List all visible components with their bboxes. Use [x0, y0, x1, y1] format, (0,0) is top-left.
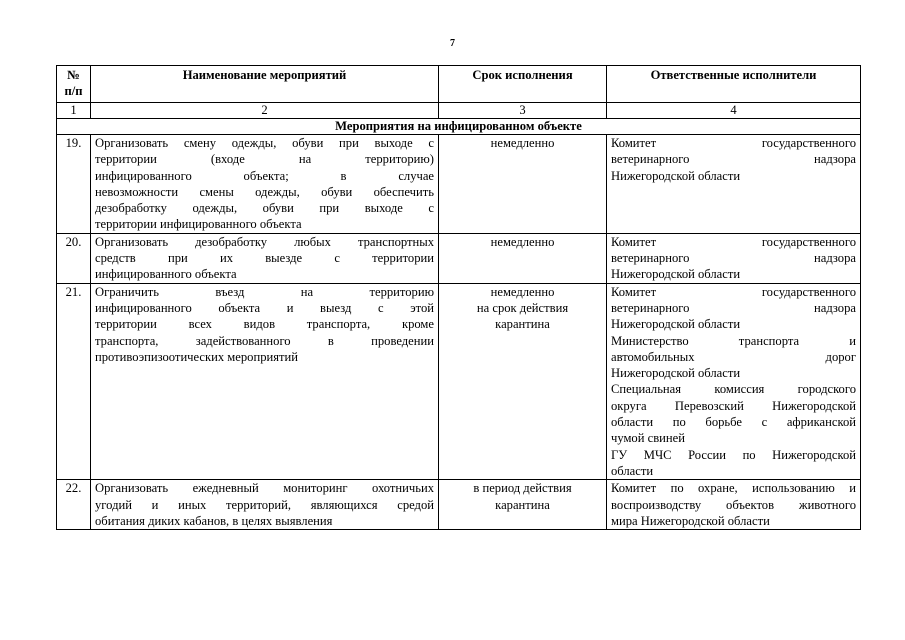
description-line: средств при их выезде с территории: [95, 251, 434, 266]
responsible-line: области: [611, 463, 654, 478]
responsible-line: Нижегородской области: [611, 317, 741, 332]
responsible-executors: [607, 283, 861, 480]
responsible-executors: [607, 233, 861, 283]
activity-description: [91, 480, 439, 530]
execution-term: [439, 135, 607, 234]
responsible-line: Нижегородской области: [611, 267, 741, 282]
table-row: [57, 480, 861, 530]
description-line: инфицированного объекта: [95, 267, 237, 282]
term-line: немедленно: [490, 234, 555, 249]
description-line: инфицированного объекта и выезд с этой: [95, 300, 434, 315]
activity-description: [91, 135, 439, 234]
responsible-line: округа Перевозский Нижегородской: [611, 398, 856, 413]
description-line: Организовать ежедневный мониторинг охотничьих: [95, 481, 434, 496]
responsible-line: области по борьбе с африканской: [611, 415, 856, 430]
description-line: дезобработку одежды, обуви при выходе с: [95, 201, 434, 216]
responsible-line: ветеринарного надзора: [611, 152, 856, 167]
table-row: [57, 233, 861, 283]
section-row: [57, 119, 861, 135]
responsible-line: Комитет по охране, использованию и: [611, 481, 856, 496]
responsible-line: ГУ МЧС России по Нижегородской: [611, 447, 856, 462]
term-line: карантина: [495, 317, 550, 332]
description-line: Ограничить въезд на территорию: [95, 284, 434, 299]
responsible-line: Нижегородской области: [611, 366, 741, 381]
column-number: 3: [439, 103, 607, 119]
responsible-line: мира Нижегородской области: [611, 513, 770, 528]
term-line: немедленно: [490, 136, 555, 150]
responsible-line: ветеринарного надзора: [611, 251, 856, 266]
term-line: на срок действия: [476, 300, 569, 315]
responsible-line: Комитет государственного: [611, 284, 856, 299]
term-line: в период действия: [473, 481, 572, 496]
table-body: [57, 135, 861, 530]
responsible-line: автомобильных дорог: [611, 349, 856, 364]
description-line: территории инфицированного объекта: [95, 217, 302, 232]
description-line: территории (входе на территорию): [95, 152, 434, 167]
row-number: 20.: [57, 233, 91, 283]
table-header-row: [57, 66, 861, 103]
term-line: немедленно: [490, 284, 555, 299]
column-number: 1: [57, 103, 91, 119]
description-line: Организовать смену одежды, обуви при выходе с: [95, 136, 434, 150]
row-number: 19.: [57, 135, 91, 234]
description-line: обитания диких кабанов, в целях выявления: [95, 513, 333, 528]
responsible-line: чумой свиней: [611, 431, 685, 446]
table-row: [57, 135, 861, 234]
execution-term: [439, 480, 607, 530]
page-number: 7: [450, 38, 455, 49]
header-responsible: Ответственные исполнители: [607, 66, 861, 103]
responsible-line: Нижегородской области: [611, 168, 741, 183]
row-number: 21.: [57, 283, 91, 480]
responsible-line: Министерство транспорта и: [611, 333, 856, 348]
responsible-executors: [607, 480, 861, 530]
responsible-line: Специальная комиссия городского: [611, 382, 856, 397]
responsible-line: ветеринарного надзора: [611, 300, 856, 315]
activity-description: [91, 233, 439, 283]
section-title: Мероприятия на инфицированном объекте: [57, 119, 861, 135]
description-line: противоэпизоотических мероприятий: [95, 349, 299, 364]
column-number: 4: [607, 103, 861, 119]
activities-table: [56, 65, 861, 530]
header-number: № п/п: [57, 66, 91, 103]
description-line: транспорта, задействованного в проведении: [95, 333, 434, 348]
description-line: территории всех видов транспорта, кроме: [95, 317, 434, 332]
responsible-line: Комитет государственного: [611, 136, 856, 150]
row-number: 22.: [57, 480, 91, 530]
header-term: Срок исполнения: [439, 66, 607, 103]
responsible-line: воспроизводству объектов животного: [611, 497, 856, 512]
description-line: невозможности смены одежды, обуви обеспечить: [95, 184, 434, 199]
activity-description: [91, 283, 439, 480]
description-line: угодий и иных территорий, являющихся средой: [95, 497, 434, 512]
term-line: карантина: [495, 497, 550, 512]
execution-term: [439, 283, 607, 480]
column-numbers-row: [57, 103, 861, 119]
description-line: инфицированного объекта; в случае: [95, 168, 434, 183]
column-number: 2: [91, 103, 439, 119]
responsible-executors: [607, 135, 861, 234]
responsible-line: Комитет государственного: [611, 234, 856, 249]
table-row: [57, 283, 861, 480]
description-line: Организовать дезобработку любых транспортных: [95, 234, 434, 249]
execution-term: [439, 233, 607, 283]
header-activity: Наименование мероприятий: [91, 66, 439, 103]
